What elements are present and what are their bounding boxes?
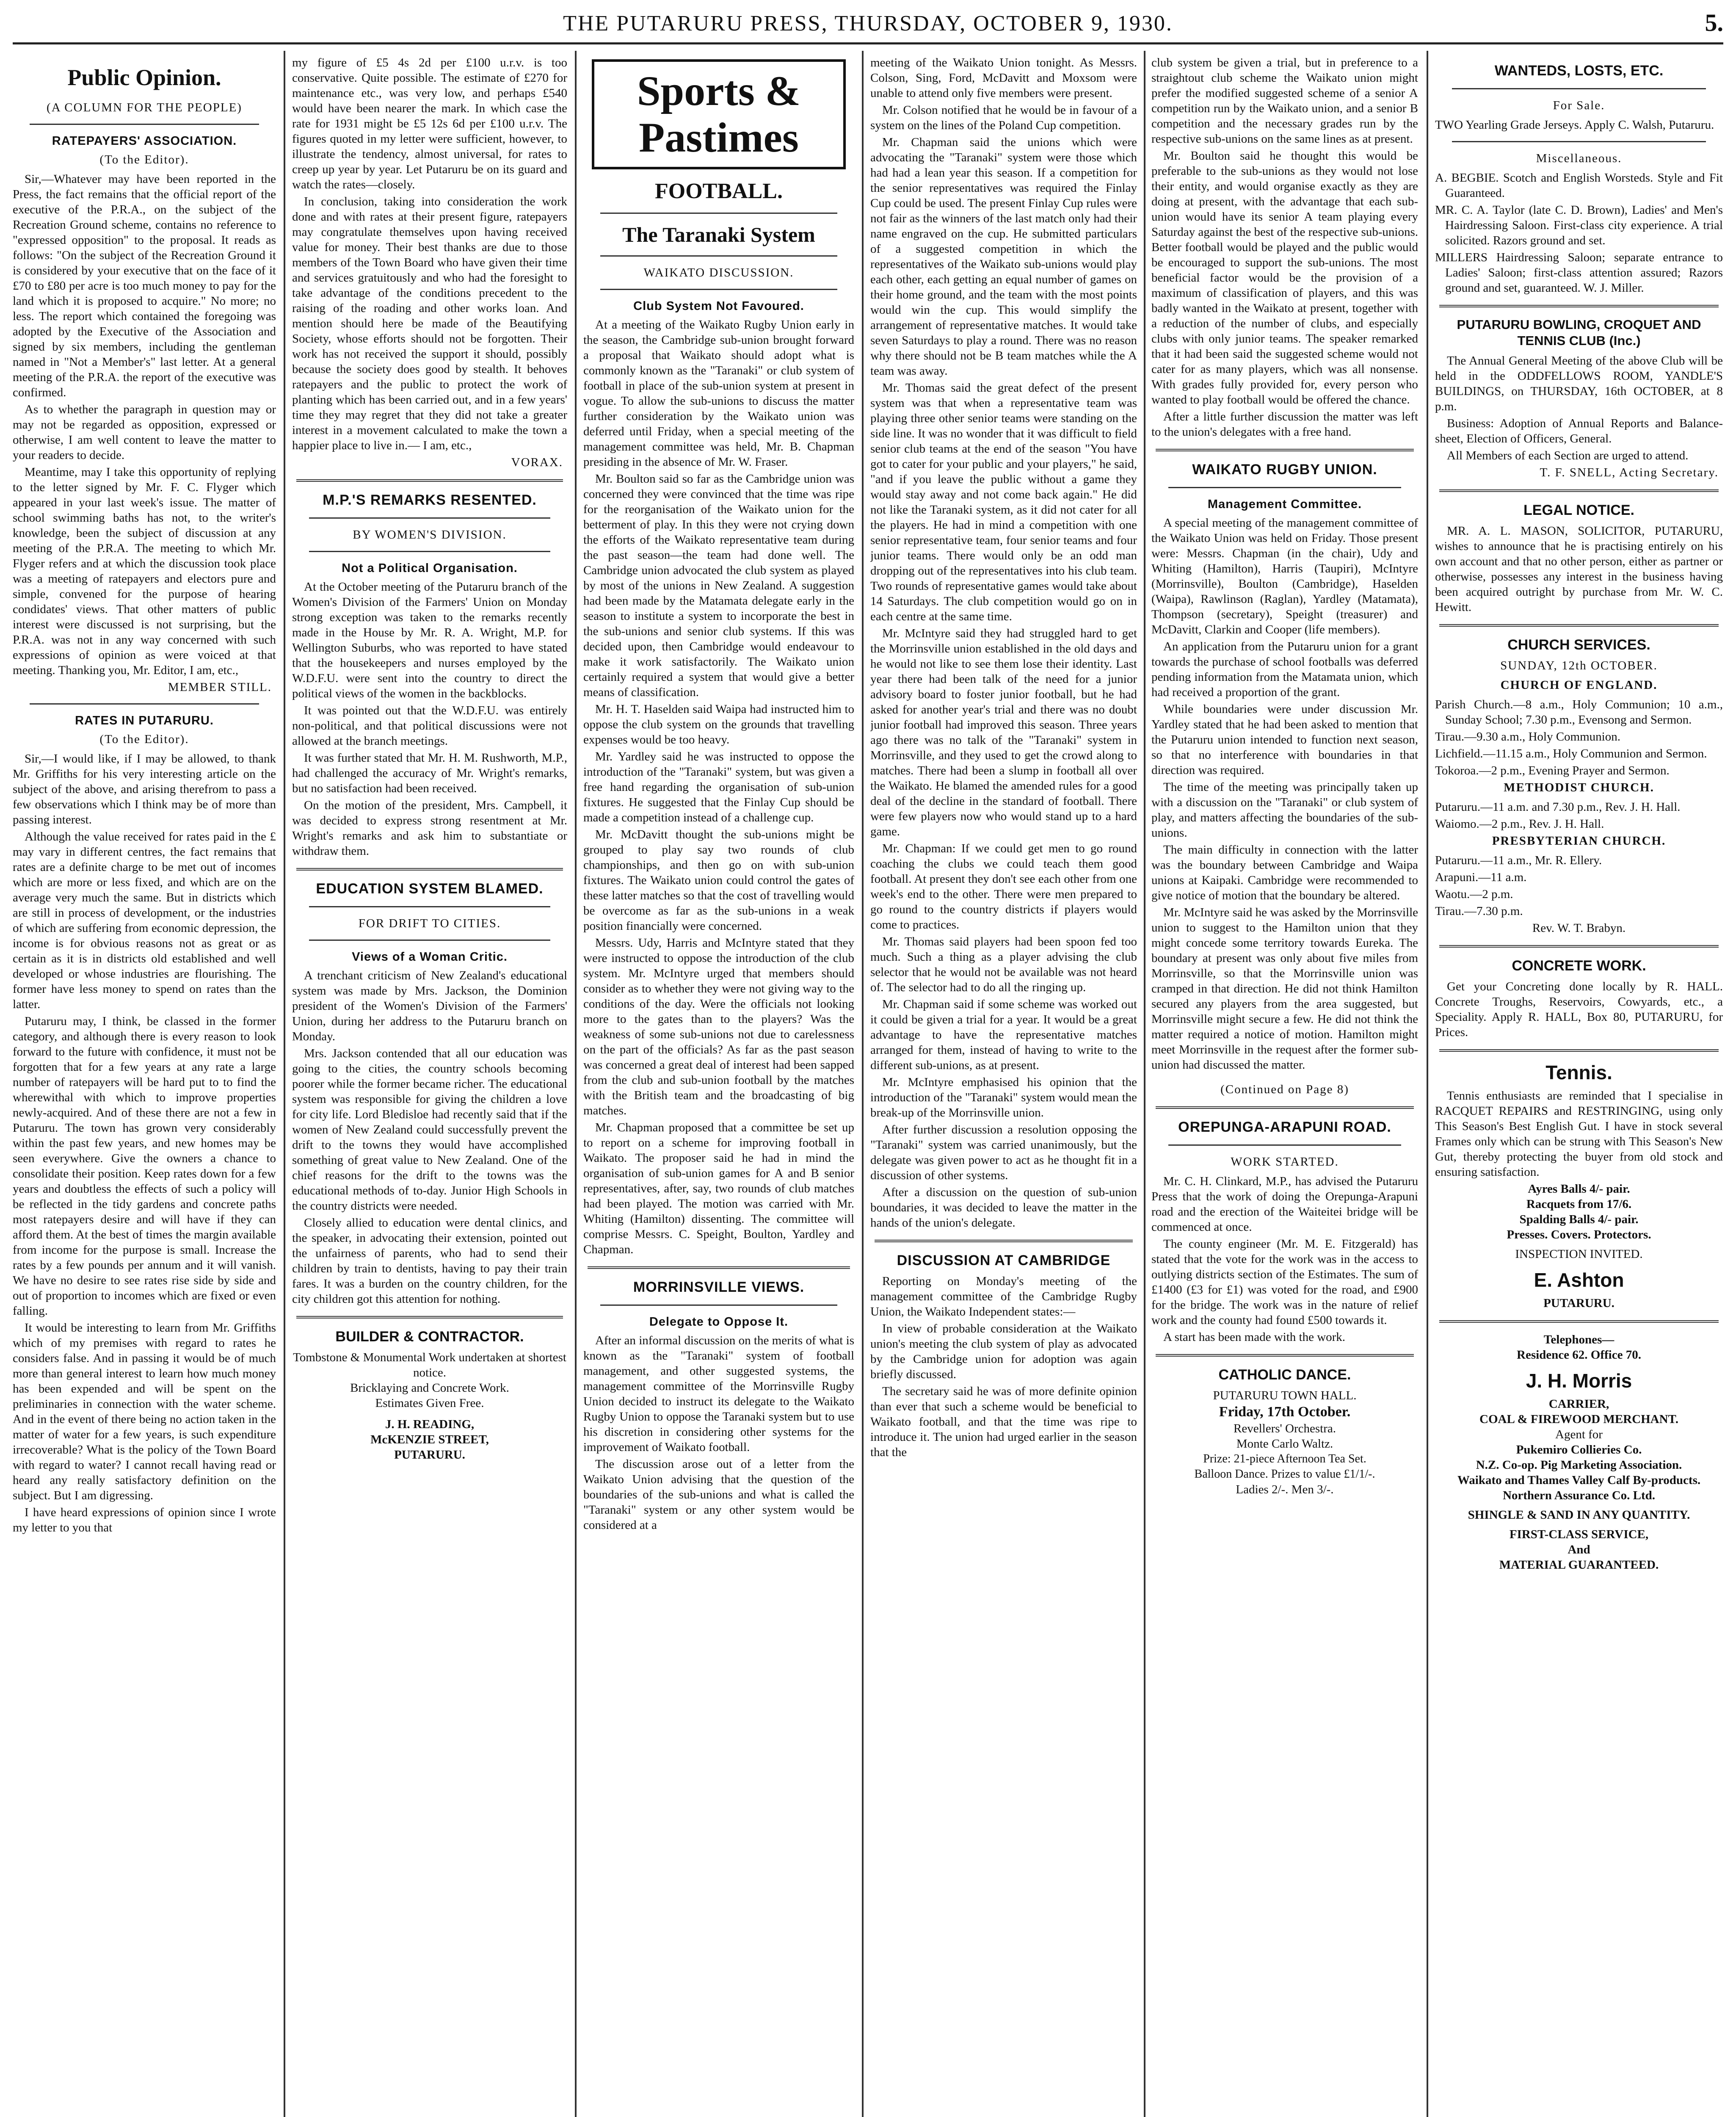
divider (1439, 1049, 1719, 1052)
column-classifieds (1435, 55, 1723, 2117)
masthead (0, 0, 1736, 47)
price-line: Ayres Balls 4/- pair. (1528, 1182, 1630, 1196)
divider (1156, 1106, 1414, 1109)
classifieds-subheading: Miscellaneous. (1536, 152, 1622, 165)
article-title: EDUCATION SYSTEM BLAMED. (316, 881, 544, 897)
paragraph: Mr. Chapman said if some scheme was worked out it could be given a trial for a year. It would be a great advantage to have the representative matches arranged for them, instead of having to write to the different sub-unions, as at present. (870, 998, 1137, 1072)
notice-text: Tennis enthusiasts are reminded that I specialise in RACQUET REPAIRS and RESTRINGING, using only This Season's Best English Gut. I have in stock several Frames only which can be strung with This Season's New Gut, thereby protecting the buyer from old stock and ensuring satisfaction. (1435, 1089, 1723, 1179)
divider (600, 213, 837, 214)
price-line: Racquets from 17/6. (1526, 1197, 1632, 1211)
advert-line: Monte Carlo Waltz. (1236, 1437, 1333, 1451)
article-subtitle: Management Committee. (1207, 497, 1362, 511)
paragraph: Sir,—I would like, if I may be allowed, to thank Mr. Griffiths for his very interesting article on the subject of the above, and arising therefrom to pass a few observations which I think may be of more than passing interest. (13, 752, 276, 826)
advert-line: Ladies 2/-. Men 3/-. (1236, 1483, 1334, 1496)
advert-line: Estimates Given Free. (375, 1396, 484, 1410)
church-title: CHURCH SERVICES. (1507, 637, 1650, 653)
paragraph: A special meeting of the management committee of the Waikato Union was held on Friday. Those present were: Messrs. Chapman (in the chair), Udy and Whiting (Hamilton), Harris (Taupiri), McIntyre (Morrinsville), Boulton (Cambridge), Haselden (Waipa), Rawlinson (Raglan), Yardley (Matamata), Thompson (secretary), Speight (treasurer) and McDavitt, Clarkin and Cooper (life members). (1151, 516, 1418, 636)
letter-to: (To the Editor). (99, 153, 189, 166)
paragraph: Mr. C. H. Clinkard, M.P., has advised the Putaruru Press that the work of doing the Orepunga-Arapuni road and the erection of the Waiteitei bridge will be commenced at once. (1151, 1175, 1418, 1234)
column-divider (575, 51, 577, 2117)
paragraph: After a discussion on the question of sub-union boundaries, it was decided to leave the matter in the hands of the union's delegate. (870, 1186, 1137, 1230)
paragraph: The county engineer (Mr. M. E. Fitzgerald) has stated that the vote for the work was in the access to outlying districts section of the Estimates. The sum of £1400 (£3 for £1) was voted for the road, and £900 for the bridge. The work was in the nature of relief work and the county had found £500 towards it. (1151, 1237, 1418, 1327)
advertiser-town: PUTARURU. (1543, 1296, 1615, 1310)
agency-line: Pukemiro Collieries Co. (1516, 1443, 1642, 1456)
paragraph: Putaruru may, I think, be classed in the former category, and although there is every reason to look forward to the future with confidence, it must not be forgotten that for a few years at any rate a large number of ratepayers will be hard put to to find the wherewithal with which to improve properties newly-acquired. And of these there are not a few in Putaruru. The town has grown very considerably within the past few years, and new homes may be seen everywhere. Give the owners a chance to consolidate their position. Keep rates down for a few years and doubtless the effects of such a policy will be reflected in the tidy gardens and concrete paths most ratepayers desire and will have if they can afford them. At the best of times the margin available from income for the purpose is small. Increase the rates by a few pounds per annum and it will vanish. We have no desire to see rates rise side by side and out of proportion to incomes which are fixed or even falling. (13, 1014, 276, 1318)
divider (1168, 1144, 1401, 1146)
dance-advert (1151, 1366, 1418, 1497)
paragraph: The secretary said he was of more definite opinion than ever that such a scheme would be beneficial to Waikato football, and that the time was ripe to introduce it. The union had urged earlier in the season that the (870, 1385, 1137, 1459)
paragraph: An application from the Putaruru union for a grant towards the purchase of school footballs was deferred pending information from the Matamata union, which had received a proportion of the grant. (1151, 640, 1418, 699)
signature: T. F. SNELL, Acting Secretary. (1540, 466, 1719, 479)
paragraph: Mr. McDavitt thought the sub-unions might be grouped to play say two rounds of club championships, and then go on with sub-union fixtures. The Waikato union could control the gates of these latter matches so that the cost of travelling would be overcome as far as the sub-unions in a weak position financially were concerned. (583, 828, 854, 933)
paragraph: While boundaries were under discussion Mr. Yardley stated that he had been asked to mention that the Putaruru union intended to function next season, so that no interference with boundaries in that direction was required. (1151, 702, 1418, 777)
paragraph: Mr. Thomas said players had been spoon fed too much. Such a thing as a player advising the club selector that he would not be available was not heard of. The selector had to do all the ringing up. (870, 935, 1137, 994)
church-name: PRESBYTERIAN CHURCH. (1492, 834, 1666, 848)
agent-label: Agent for (1555, 1428, 1603, 1441)
article-subtitle: WORK STARTED. (1231, 1155, 1339, 1169)
inspection-note: INSPECTION INVITED. (1515, 1247, 1643, 1261)
notice-title: CONCRETE WORK. (1512, 958, 1646, 974)
builder-advert (292, 1328, 567, 1462)
column-divider (284, 51, 285, 2117)
sports-banner: Sports & Pastimes (592, 59, 846, 169)
paragraph: meeting of the Waikato Union tonight. As Messrs. Colson, Sing, Ford, McDavitt and Moxsom were unable to attend only five members were present. (870, 56, 1137, 100)
notice-title: LEGAL NOTICE. (1523, 502, 1634, 518)
paragraph: Mr. Boulton said he thought this would be preferable to the sub-unions as they would not lose their entity, and would organise exactly as they are doing at present, with the advantage that each sub-union would have its senior A team playing every Saturday against the best of the respective sub-unions. Better football would be played and the public would be encouraged to support the sub-unions. The most beneficial factor would be the provision of a maximum of classification of players, and this was badly wanted in the Waikato at present, together with a reduction of the number of clubs, and especially clubs with only junior teams. The speaker remarked that it had been said the suggested scheme would not cater for as many players, which was all nonsense. With grades fully provided for, every person who wanted to play football would be offered the chance. (1151, 149, 1418, 406)
divider (875, 1240, 1133, 1242)
paragraph: It would be interesting to learn from Mr. Griffiths which of my premises with regard to rates he considers false. And in passing it would be of much more than general interest to learn how much money has been expended and will be spent on the preliminaries in connection with the water scheme. And in the event of there being no action taken in the matter of water for a few years, is such expenditure irrecoverable? What is the policy of the Town Board with regard to water? I cannot recall having read or heard any really satisfactory definition on the subject. But I am digressing. (13, 1321, 276, 1502)
divider (309, 906, 550, 907)
church-name: CHURCH OF ENGLAND. (1500, 678, 1658, 692)
paragraph: Meantime, may I take this opportunity of replying to the letter signed by Mr. F. C. Flyger which appeared in your last week's issue. The matter of school swimming baths has not, to the writer's knowledge, been the subject of discussion at any meeting of the P.R.A. The meeting to which Mr. Flyger refers and at which the discussion took place was a meeting of ratepayers and electors pure and simple, convened for the purpose of hearing condidates' views. That other matters of public interest were discussed is not surprising, but the P.R.A. was not in any way concerned with such expressions of opinion as were voiced at that meeting. Thanking you, Mr. Editor, I am, etc., (13, 465, 276, 677)
classified-item: MR. C. A. Taylor (late C. D. Brown), Ladies' and Men's Hairdressing Saloon. First-class city experience. A trial solicited. Razors ground and set. (1435, 203, 1723, 247)
notice-text: The Annual General Meeting of the above Club will be held in the ODDFELLOWS ROOM, YANDLE'S BUILDINGS, on THURSDAY, 16th OCTOBER, at 8 p.m. (1435, 354, 1723, 413)
advert-title: CATHOLIC DANCE. (1218, 1367, 1351, 1383)
paragraph: On the motion of the president, Mrs. Campbell, it was decided to express strong resentment at Mr. Wright's remarks and ask him to substantiate or withdraw them. (292, 799, 567, 858)
paragraph: Messrs. Udy, Harris and McIntyre stated that they were instructed to oppose the introduction of the club system. Mr. McIntyre urged that members should consider as to whether they were not giving way to the conditions of the day. Were the officials not looking more to the gates than to the players? Was the weakness of some sub-unions not due to carelessness on the part of the officials? As far as the past season was concerned a great deal of interest had been sapped from the club and sub-union football by the matches with the British team and the broadcasting of big matches. (583, 936, 854, 1117)
masthead-rule (13, 42, 1723, 44)
article-title: OREPUNGA-ARAPUNI ROAD. (1178, 1119, 1391, 1135)
advert-line: Tombstone & Monumental Work undertaken at shortest notice. (293, 1351, 566, 1379)
paragraph: Mr. Chapman proposed that a committee be set up to report on a scheme for improving football in Waikato. The proposer said he had in mind the organisation of sub-union games for A and B senior representatives, after, say, two rounds of club matches had been played. The motion was carried with Mr. Whiting (Hamilton) dissenting. The committee will comprise Messrs. C. Speight, Boulton, Yardley and Chapman. (583, 1121, 854, 1256)
classified-item: MILLERS Hairdressing Saloon; separate entrance to Ladies' Saloon; first-class attention assured; Razors ground and set, guaranteed. W. J. Miller. (1435, 251, 1723, 295)
paragraph: Mr. Colson notified that he would be in favour of a system on the lines of the Poland Cup competition. (870, 103, 1137, 132)
phones-numbers: Residence 62. Office 70. (1517, 1348, 1641, 1362)
divider (1439, 489, 1719, 492)
paragraph: Reporting on Monday's meeting of the management committee of the Cambridge Rugby Union, the Waikato Independent states:— (870, 1274, 1137, 1318)
service-line: Tokoroa.—2 p.m., Evening Prayer and Sermon. (1435, 764, 1670, 777)
agency-line: N.Z. Co-op. Pig Marketing Association. (1476, 1458, 1682, 1472)
paragraph: club system be given a trial, but in preference to a straightout club scheme the Waikato union might prefer the modified suggested scheme of a senior A competition run by the Waikato union, and a senior B competition and the necessary grades run by the respective sub-unions on the same lines as at present. (1151, 56, 1418, 146)
signature: VORAX. (511, 456, 563, 469)
paragraph: Mr. Chapman said the unions which were advocating the "Taranaki" system were those which had had a lean year this season. If a competition for the senior representatives was required the Finlay Cup could be used. The present Finlay Cup rules were not fair as the winners of the last match only had their name engraved on the cup. He submitted particulars of a suggested competition in which the representatives of the Waikato sub-unions would play each other, each getting an equal number of games on their home ground, and the team with the most points would win the cup. This would simplify the arrangement of representative matches. It would take seven Saturdays to play a round. There was no reason why there should not be B team matches while the A team was away. (870, 135, 1137, 378)
paragraph: It was pointed out that the W.D.F.U. was entirely non-political, and that political discussions were not allowed at the branch meetings. (292, 704, 567, 748)
section-tag: (A COLUMN FOR THE PEOPLE) (47, 101, 242, 114)
divider (600, 289, 837, 290)
paragraph: In view of probable consideration at the Waikato union's meeting the club system of play as advocated by the Cambridge union for adoption was again briefly discussed. (870, 1322, 1137, 1381)
article-title: M.P.'S REMARKS RESENTED. (323, 492, 537, 508)
article-subtitle: WAIKATO DISCUSSION. (643, 266, 794, 279)
service-line: And (1568, 1543, 1590, 1556)
column-divider (862, 51, 864, 2117)
article-title: The Taranaki System (622, 223, 815, 246)
shingle-line: SHINGLE & SAND IN ANY QUANTITY. (1468, 1508, 1690, 1522)
agency-line: Waikato and Thames Valley Calf By-products. (1457, 1473, 1701, 1487)
paragraph: The time of the meeting was principally taken up with a discussion on the "Taranaki" or club system of play, and matters affecting the boundaries of the sub-unions. (1151, 780, 1418, 840)
paragraph: A start has been made with the work. (1163, 1330, 1346, 1344)
notice-text: Get your Concreting done locally by R. HALL. Concrete Troughs, Reservoirs, Cowyards, etc., a Speciality. Apply R. HALL, Box 80, PUTARURU, for Prices. (1435, 980, 1723, 1039)
agency-line: Northern Assurance Co. Ltd. (1502, 1489, 1656, 1502)
divider (296, 1316, 563, 1318)
article-subtitle: BY WOMEN'S DIVISION. (353, 528, 507, 542)
divider (309, 551, 550, 552)
trade-line: COAL & FIREWOOD MERCHANT. (1479, 1412, 1678, 1426)
paragraph: It was further stated that Mr. H. M. Rushworth, M.P., had challenged the accuracy of Mr. Wright's remarks, but no satisfaction had been received. (292, 751, 567, 795)
tennis-title: Tennis. (1546, 1061, 1612, 1083)
letter-title: RATES IN PUTARURU. (75, 714, 214, 727)
service-line: Lichfield.—11.15 a.m., Holy Communion and Sermon. (1435, 747, 1707, 760)
divider (30, 703, 259, 705)
article-subtitle: Club System Not Favoured. (633, 299, 804, 313)
advert-address: McKENZIE STREET, (370, 1433, 489, 1446)
service-line: FIRST-CLASS SERVICE, (1509, 1528, 1649, 1541)
divider (1168, 487, 1401, 488)
advert-line: Revellers' Orchestra. (1234, 1422, 1336, 1435)
paragraph: Although the value received for rates paid in the £ may vary in different centres, the fact remains that rates are a definite charge to be met out of incomes which are more or less fixed, and which are on the average very much the same. But in districts which are still in process of development, or the industries of which are suffering from economic depression, the income is for obvious reasons not as great or as certain as it is in districts old established and well developed or whose industries are flourishing. The former have less money to spend on rates than the latter. (13, 830, 276, 1011)
paragraph: Mr. Boulton said so far as the Cambridge union was concerned they were convinced that the time was ripe for the reorganisation of the Waikato union for the betterment of play. In this they were not crying down the efforts of the Waikato representative team during the past season—the team had done well. The Cambridge union advocated the club system as played by most of the unions in New Zealand. A suggestion had been made by the Matamata delegate early in the season to institute a system to incorporate the best in the sub-unions and senior club systems. If this was decided upon, then Cambridge would endeavour to make it work satisfactorily. The Waikato union certainly required a system that would give a better means of classification. (583, 472, 854, 699)
paragraph: Mr. H. T. Haselden said Waipa had instructed him to oppose the club system on the grounds that travelling expenses would be too heavy. (583, 702, 854, 746)
divider (309, 517, 550, 519)
article-subtitle: Delegate to Oppose It. (649, 1315, 789, 1329)
advert-line: Bricklaying and Concrete Work. (350, 1381, 509, 1395)
divider (1439, 945, 1719, 948)
advert-line: Prize: 21-piece Afternoon Tea Set. (1203, 1452, 1366, 1465)
notice-text: All Members of each Section are urged to attend. (1447, 449, 1689, 462)
service-line: Tirau.—7.30 p.m. (1435, 904, 1523, 918)
divider (1156, 449, 1414, 451)
paragraph: After an informal discussion on the merits of what is known as the "Taranaki" system of football management, and other suggested systems, the management committee of the Morrinsville Rugby Union decided to instruct its delegate to the Waikato Rugby Union to oppose the Taranaki system but to use his discretion in considering other systems for the improvement of Waikato football. (583, 1334, 854, 1454)
signature: MEMBER STILL. (168, 680, 272, 694)
divider (600, 1304, 837, 1306)
classified-item: TWO Yearling Grade Jerseys. Apply C. Walsh, Putaruru. (1435, 118, 1714, 132)
paragraph: Mr. Chapman: If we could get men to go round coaching the clubs we could teach them good football. At present they don't see each other from one week's end to the other. There were men prepared to go round to the country districts if players would come to practices. (870, 842, 1137, 931)
continued-note: (Continued on Page 8) (1220, 1083, 1349, 1096)
classifieds-heading: WANTEDS, LOSTS, ETC. (1494, 63, 1664, 79)
article-title: DISCUSSION AT CAMBRIDGE (897, 1252, 1111, 1269)
paragraph: The main difficulty in connection with the latter was the boundary between Cambridge and Waipa unions at Kaipaki. Cambridge were recommended to give notice of motion that the boundary be altered. (1151, 843, 1418, 902)
letter-to: (To the Editor). (99, 732, 189, 746)
divider (296, 868, 563, 871)
church-date: SUNDAY, 12th OCTOBER. (1500, 659, 1658, 672)
service-line: Putaruru.—11 a.m. and 7.30 p.m., Rev. J. H. Hall. (1435, 800, 1681, 814)
column-four (870, 55, 1137, 2117)
article-subtitle: Not a Political Organisation. (342, 561, 518, 575)
paragraph: Closely allied to education were dental clinics, and the speaker, in advocating their extension, pointed out the unfairness of parents, who had to send their children by train to dentists, having to pay their train fares. It was a burden on the country children, for the city children got this attention for nothing. (292, 1216, 567, 1306)
article-title: WAIKATO RUGBY UNION. (1192, 462, 1377, 478)
paragraph: Sir,—Whatever may have been reported in the Press, the fact remains that the official report of the executive of the P.R.A., on the subject of the Recreation Ground scheme, contains no reference to "expressed opposition" to the proposal. It reads as follows: "On the subject of the Recreation Ground it is considered by your executive that on the face of it £70 to £80 per acre is too much money to pay for the land which it is proposed to acquire." No more; no less. The report which contained the foregoing was adopted by the Executive of the Association and signed by six members, including the gentleman named in "Not a Member's" last letter. At a general meeting of the P.R.A. the report of the executive was confirmed. (13, 172, 276, 399)
column-sports (583, 55, 854, 2117)
article-subtitle: FOR DRIFT TO CITIES. (358, 917, 501, 930)
divider (1156, 1354, 1414, 1357)
divider (1439, 305, 1719, 307)
advert-line: Balloon Dance. Prizes to value £1/1/-. (1194, 1468, 1375, 1481)
trade-line: CARRIER, (1548, 1397, 1609, 1411)
divider (1439, 1320, 1719, 1323)
paragraph: After further discussion a resolution opposing the "Taranaki" system was carried unanimously, but the delegate was given power to act as he thought fit in a discussion of other systems. (870, 1123, 1137, 1182)
paragraph: In conclusion, taking into consideration the work done and with rates at their present figure, ratepayers may congratulate themselves upon having received value for money. Their best thanks are due to those members of the Town Board who have given their time and services gratuitously and who had the foresight to take advantage of the conditions precedent to the raising of the roading and other works loan. And mention should here be made of the Beautifying Society, whose efforts should not be forgotten. Their work has not received the support it should, possibly because the society does good by stealth. It behoves ratepayers and the public to protect the work of planting which has been carried out, and in a few years' time they may regret that they did not take a greater interest in a movement calculated to make the town a happier place to live in.— I am, etc., (292, 195, 567, 452)
paragraph: The discussion arose out of a letter from the Waikato Union advising that the question of the boundaries of the sub-unions and what is called the "Taranaki" system or any other system would be considered at a (583, 1457, 854, 1532)
advert-venue: PUTARURU TOWN HALL. (1213, 1389, 1357, 1402)
divider (30, 124, 259, 125)
paragraph: my figure of £5 4s 2d per £100 u.r.v. is too conservative. Quite possible. The estimate of £270 for maintenance etc., was very low, and perhaps £540 would have been nearer the mark. In which case the rate for 1931 might be £5 12s 6d per £100 u.r.v. The figures quoted in my letter were sufficient, however, to illustrate the tendency, almost universal, for rates to creep up year by year. Let Putaruru be on its guard and watch the rates—closely. (292, 56, 567, 191)
service-line: Arapuni.—11 a.m. (1435, 871, 1527, 884)
advertiser-name: J. H. Morris (1526, 1370, 1632, 1392)
price-line: Presses. Covers. Protectors. (1507, 1228, 1651, 1241)
divider (296, 479, 563, 482)
article-title: MORRINSVILLE VIEWS. (633, 1279, 805, 1295)
paragraph: Mr. Yardley said he was instructed to oppose the introduction of the "Taranaki" system, but was given a free hand regarding the organisation of sub-union fixtures. He suggested that the Finlay Cup should be made a competition instead of a challenge cup. (583, 750, 854, 824)
paragraph: I have heard expressions of opinion since I wrote my letter to you that (13, 1506, 276, 1534)
classifieds-subheading: For Sale. (1553, 99, 1605, 112)
column-public-opinion (13, 55, 276, 2117)
paragraph: After a little further discussion the matter was left to the union's delegates with a free hand. (1151, 410, 1418, 439)
paragraph: At the October meeting of the Putaruru branch of the Women's Division of the Farmers' Union on Monday strong exception was taken to the remarks recently made in the House by Mr. R. A. Wright, M.P. for Wellington Suburbs, who was reported to have stated that the housekeepers and nurses employed by the W.D.F.U. were sent into the country to direct the political views of the women in the backblocks. (292, 580, 567, 700)
article-subtitle: Views of a Woman Critic. (352, 950, 508, 964)
service-line: Tirau.—9.30 a.m., Holy Communion. (1435, 730, 1620, 743)
advert-town: PUTARURU. (394, 1448, 465, 1462)
service-line: MATERIAL GUARANTEED. (1499, 1558, 1659, 1572)
paragraph: Mr. McIntyre emphasised his opinion that the introduction of the "Taranaki" system would mean the break-up of the Morrinsville union. (870, 1075, 1137, 1119)
divider (600, 255, 837, 257)
section-heading: FOOTBALL. (655, 179, 783, 203)
paragraph: Mr. Thomas said the great defect of the present system was that when a representative team was playing three other senior teams were standing on the side line. It was no wonder that it was difficult to field senior club teams at the end of the season "You have got to cater for your public and your players," he said, "and if you leave the public without a game they would stay away and not come back again." He did not like the Taranaki system, as it did not cater for all the players. He had in mind a competition with one senior representative team, four senior teams and four junior teams. There would only be an odd man dropping out of the representatives into his club team. Two rounds of representative games would take about 14 Saturdays. The club competition would go on in each centre at the same time. (870, 381, 1137, 623)
masthead-title: THE PUTARURU PRESS, THURSDAY, OCTOBER 9, 1930. (563, 11, 1173, 36)
column-five (1151, 55, 1418, 2117)
divider (1452, 88, 1706, 89)
service-line: Waiomo.—2 p.m., Rev. J. H. Hall. (1435, 817, 1604, 831)
column-divider (1427, 51, 1428, 2117)
advert-date: Friday, 17th October. (1219, 1404, 1351, 1420)
classified-item: A. BEGBIE. Scotch and English Worsteds. Style and Fit Guaranteed. (1435, 171, 1723, 200)
paragraph: Mrs. Jackson contended that all our education was going to the cities, the country schools becoming poorer while the former became richer. The educational system was responsible for giving the children a love for city life. Lord Bledisloe had recently said that if the women of New Zealand could successfully prevent the drift to the towns they would have accomplished something of great value to New Zealand. One of the chief reasons for the drift to the towns was the educational methods of to-day. Junior High Schools in the country districts were needed. (292, 1047, 567, 1213)
paragraph: A trenchant criticism of New Zealand's educational system was made by Mrs. Jackson, the Dominion president of the Women's Division of the Farmers' Union, during her address to the Putaruru branch on Monday. (292, 969, 567, 1043)
paragraph: Mr. McIntyre said he was asked by the Morrinsville union to suggest to the Hamilton union that they might concede some territory towards Eureka. The boundary at present was only about five miles from Morrinsville, so that the Morrinsville union was cramped in that direction. He did not think Hamilton secured any players from the area suggested, but Morrinsville might secure a few. He did not think the matter required a notice of motion. Hamilton might meet Morrinsville in the request after the former sub-union had discussed the matter. (1151, 906, 1418, 1072)
section-heading: Public Opinion. (67, 65, 221, 90)
advert-title: BUILDER & CONTRACTOR. (335, 1329, 524, 1345)
notice-title: PUTARURU BOWLING, CROQUET AND TENNIS CLUB (Inc.) (1457, 317, 1701, 348)
church-name: METHODIST CHURCH. (1504, 781, 1654, 794)
paragraph: At a meeting of the Waikato Rugby Union early in the season, the Cambridge sub-union brought forward a proposal that Waikato should adopt what is commonly known as the "Taranaki" or club system of football in place of the sub-union system at present in vogue. To allow the sub-unions to discuss the matter further consideration by the Waikato union was deferred until Friday, when a special meeting of the management committee was held, Mr. B. Chapman presiding in the absence of Mr. W. Fraser. (583, 318, 854, 469)
divider (309, 940, 550, 941)
divider (1452, 141, 1706, 142)
service-line: Rev. W. T. Brabyn. (1532, 921, 1626, 935)
notice-text: MR. A. L. MASON, SOLICITOR, PUTARURU, wishes to announce that he is practising entirely on his own account and that no other person, either as partner or otherwise, possesses any interest in the business having been acquired outright by purchase from Mr. W. C. Hewitt. (1435, 524, 1723, 614)
advertiser-name: E. Ashton (1534, 1269, 1624, 1291)
service-line: Parish Church.—8 a.m., Holy Communion; 10 a.m., Sunday School; 7.30 p.m., Evensong and Sermon. (1435, 698, 1723, 727)
letter-title: RATEPAYERS' ASSOCIATION. (52, 134, 237, 148)
column-divider (1144, 51, 1145, 2117)
advert-name: J. H. READING, (385, 1418, 475, 1431)
paragraph: As to whether the paragraph in question may or may not be regarded as opposition, expressed or otherwise, I am well content to leave the matter to your readers to decide. (13, 403, 276, 462)
price-line: Spalding Balls 4/- pair. (1519, 1213, 1639, 1226)
phones-title: Telephones— (1543, 1333, 1615, 1346)
paragraph: Mr. McIntyre said they had struggled hard to get the Morrinsville union established in the old days and he would not like to see them lose their identity. Last year there had been talk of the need for a junior advisory board to foster junior football, but he had asked for another year's trial and there was no doubt junior football had improved this season. Three years ago there was no talk of the "Taranaki" system in Morrinsville, and they used to get the crowd along to matches. There had been a slump in football all over the Waikato. He blamed the amended rules for a good deal of the decline in the standard of football. There were few players now who would stand up to a hard game. (870, 627, 1137, 838)
page-number: 5. (1705, 9, 1723, 36)
service-line: Putaruru.—11 a.m., Mr. R. Ellery. (1435, 854, 1602, 867)
divider (1439, 624, 1719, 627)
divider (588, 1266, 850, 1269)
service-line: Waotu.—2 p.m. (1435, 887, 1513, 901)
notice-text: Business: Adoption of Annual Reports and Balance-sheet, Election of Officers, General. (1435, 417, 1723, 445)
column-two (292, 55, 567, 2117)
